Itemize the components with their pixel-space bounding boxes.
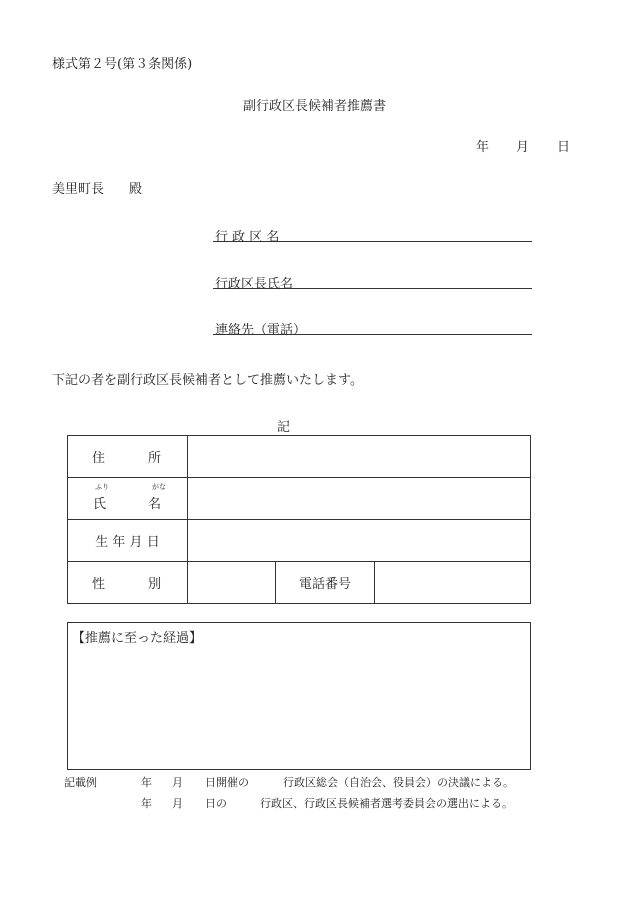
date-year: 年 [476, 140, 490, 155]
example-line2-month: 月 [172, 797, 183, 810]
district-head-name-line[interactable] [213, 288, 532, 289]
gender-label [68, 562, 188, 604]
recommendation-statement: 下記の者を副行政区長候補者として推薦いたします。 [52, 373, 363, 388]
form-number: 様式第２号(第３条関係) [52, 57, 193, 72]
example-line1-day: 日開催の [205, 776, 249, 789]
name-value[interactable] [188, 478, 531, 520]
birthdate-label: 生 年 月 日 [68, 520, 188, 562]
gender-value[interactable] [188, 562, 276, 604]
phone-value[interactable] [375, 562, 531, 604]
example-line2-year: 年 [141, 797, 152, 810]
table-row [68, 436, 531, 478]
example-label: 記載例 [64, 776, 97, 789]
district-name-line[interactable] [213, 241, 532, 242]
name-label-2: 名 [147, 497, 161, 512]
furigana-2: がな [152, 483, 166, 491]
district-head-name-label: 行政区長氏名 [215, 277, 294, 292]
date-day: 日 [557, 140, 571, 155]
contact-phone-label: 連絡先（電話） [215, 323, 307, 338]
address-label-2: 所 [147, 451, 161, 466]
contact-phone-line[interactable] [213, 334, 532, 335]
example-line2-day: 日の [205, 797, 227, 810]
address-label [68, 436, 188, 478]
address-label-1: 住 [92, 451, 106, 466]
example-line1-year: 年 [141, 776, 152, 789]
addressee-honorific: 殿 [129, 182, 143, 197]
date-month: 月 [516, 140, 530, 155]
reason-box[interactable] [67, 622, 531, 770]
district-name-label: 行 政 区 名 [215, 230, 280, 245]
example-line1-text: 行政区総会（自治会、役員会）の決議による。 [283, 776, 514, 789]
example-line2-text: 行政区、行政区長候補者選考委員会の選出による。 [260, 797, 513, 810]
addressee-name: 美里町長 [52, 182, 105, 197]
candidate-info-table [67, 435, 531, 604]
document-title: 副行政区長候補者推薦書 [243, 99, 387, 114]
phone-label: 電話番号 [276, 562, 375, 604]
gender-label-1: 性 [92, 577, 106, 592]
example-line1-month: 月 [172, 776, 183, 789]
table-row [68, 520, 531, 562]
ki-heading: 記 [277, 420, 291, 435]
reason-box-title: 【推薦に至った経過】 [72, 631, 203, 646]
address-value[interactable] [188, 436, 531, 478]
furigana-1: ふり [95, 483, 109, 491]
table-row [68, 478, 531, 520]
birthdate-value[interactable] [188, 520, 531, 562]
name-label [68, 478, 188, 520]
table-row [68, 562, 531, 604]
name-label-1: 氏 [93, 497, 107, 512]
gender-label-2: 別 [147, 577, 161, 592]
